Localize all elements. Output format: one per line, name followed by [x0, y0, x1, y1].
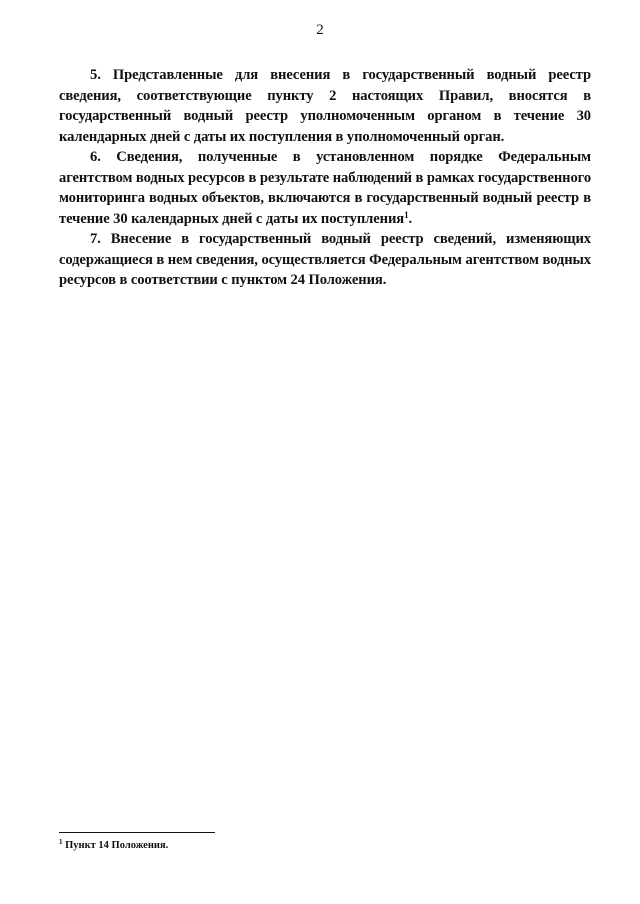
paragraph-6 [59, 147, 591, 229]
footnote-marker: 1 [59, 838, 63, 846]
paragraph-7 [59, 229, 591, 291]
body-text [59, 65, 591, 291]
footnote-reference: 1 [404, 209, 409, 220]
footnote-divider [59, 832, 215, 833]
paragraph-5 [59, 65, 591, 147]
footnote-text: Пункт 14 Положения. [65, 840, 169, 851]
page-number: 2 [316, 22, 324, 38]
footnote [59, 839, 168, 853]
paragraph-7-text: 7. Внесение в государственный водный реестр сведений, изменяющих содержащиеся в нем сведения, осуществляется Федеральным агентством водных ресурсов в соответствии с пунктом 24 Положения. [59, 231, 591, 288]
paragraph-6-text: 6. Сведения, полученные в установленном порядке Федеральным агентством водных ресурсов в результате наблюдений в рамках государственного мониторинга водных объектов, включаются в государственный водный реестр в течение 30 календарных дней с даты их поступления [59, 149, 592, 227]
paragraph-5-text: 5. Представленные для внесения в государственный водный реестр сведения, соответствующие пункту 2 настоящих Правил, вносятся в государственный водный реестр уполномоченным органом в течение 30 календарных дней с даты их поступления в уполномоченный орган. [59, 67, 591, 145]
paragraph-6-tail: . [408, 210, 413, 227]
